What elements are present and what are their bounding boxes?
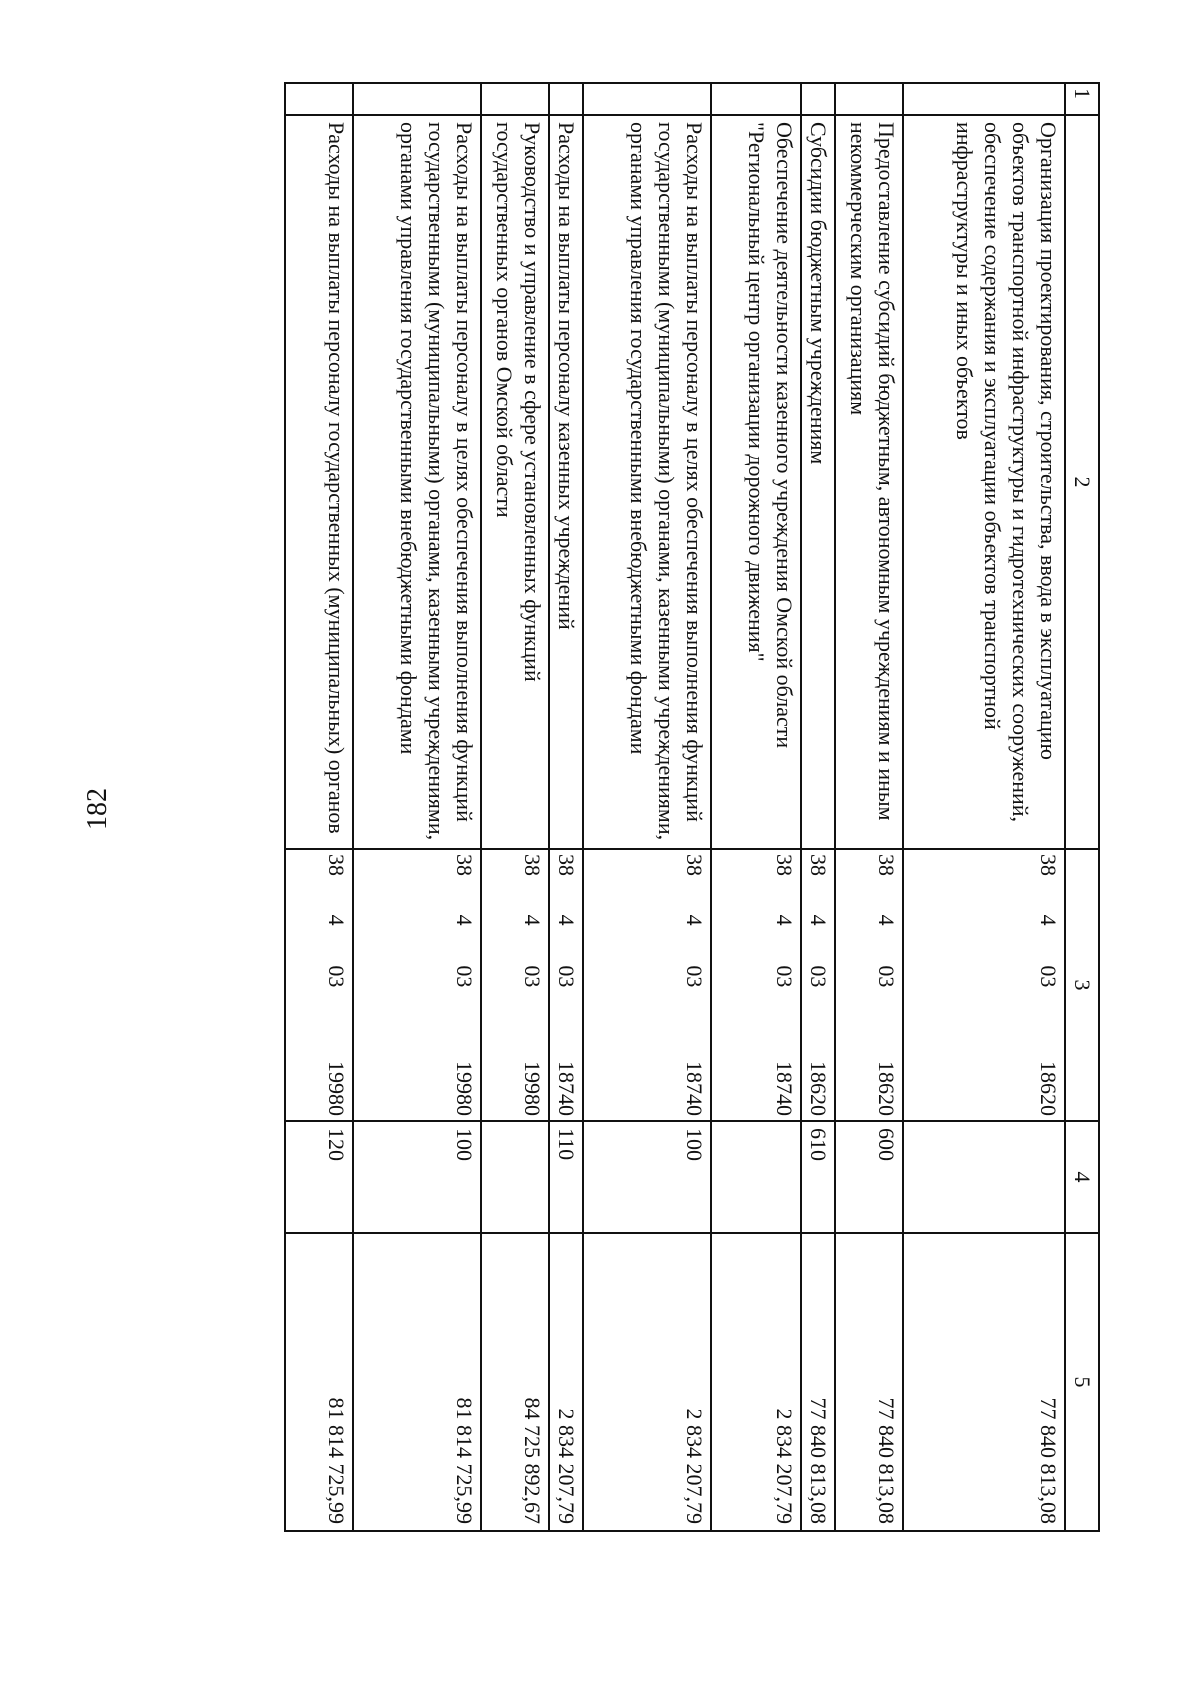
row-amount-cell: 77 840 813,08	[835, 1233, 903, 1531]
row-amount-cell: 77 840 813,08	[801, 1233, 835, 1531]
code-part: 38	[452, 854, 478, 876]
code-part: 03	[520, 965, 546, 988]
code-part: 4	[452, 914, 478, 926]
row-name-cell: Расходы на выплаты персоналу казенных учреждений	[549, 115, 583, 849]
row-name-cell: Предоставление субсидий бюджетным, автономным учреждениям и иным некоммерческим организациям	[835, 115, 903, 849]
code-part: 19980	[452, 1060, 478, 1116]
row-amount-cell: 81 814 725,99	[353, 1233, 481, 1531]
column-header-1: 1	[1065, 83, 1099, 115]
row-kind-cell	[711, 1121, 801, 1233]
row-number-cell	[353, 83, 481, 115]
row-code-cell	[903, 849, 1065, 1121]
row-amount-cell: 2 834 207,79	[583, 1233, 711, 1531]
row-code-cell	[481, 849, 549, 1121]
column-header-4: 4	[1065, 1121, 1099, 1233]
row-kind-cell: 600	[835, 1121, 903, 1233]
row-kind-cell	[903, 1121, 1065, 1233]
code-part: 03	[772, 965, 798, 988]
column-header-5: 5	[1065, 1233, 1099, 1531]
table-row	[285, 83, 353, 1531]
table-row	[801, 83, 835, 1531]
code-part: 4	[806, 914, 832, 926]
row-number-cell	[549, 83, 583, 115]
row-code-cell	[801, 849, 835, 1121]
row-kind-cell: 120	[285, 1121, 353, 1233]
code-part: 4	[874, 914, 900, 926]
code-part: 38	[772, 854, 798, 876]
row-number-cell	[835, 83, 903, 115]
row-code-cell	[835, 849, 903, 1121]
row-amount-cell: 77 840 813,08	[903, 1233, 1065, 1531]
code-part: 03	[682, 965, 708, 988]
code-part: 4	[682, 914, 708, 926]
row-name-cell: Расходы на выплаты персоналу в целях обеспечения выполнения функций государственными (муниципальными) органами, казенными учреждениями, органами управления государственными внебюджетными фондами	[353, 115, 481, 849]
code-part: 18620	[806, 1060, 832, 1116]
code-part: 03	[1036, 965, 1062, 988]
column-header-2: 2	[1065, 115, 1099, 849]
row-name-cell: Расходы на выплаты персоналу государственных (муниципальных) органов	[285, 115, 353, 849]
table-row	[903, 83, 1065, 1531]
row-name-cell: Организация проектирования, строительства, ввода в эксплуатацию объектов транспортной инфраструктуры и гидротехнических сооружений, обеспечение содержания и эксплуатации объектов транспортной инфраструктуры и иных объектов	[903, 115, 1065, 849]
code-part: 38	[874, 854, 900, 876]
table-row	[583, 83, 711, 1531]
code-part: 38	[520, 854, 546, 876]
code-part: 4	[554, 914, 580, 926]
rotated-table-container	[284, 82, 1100, 1532]
row-number-cell	[285, 83, 353, 115]
row-number-cell	[481, 83, 549, 115]
page-number: 182	[82, 788, 113, 830]
row-name-cell: Расходы на выплаты персоналу в целях обеспечения выполнения функций государственными (муниципальными) органами, казенными учреждениями, органами управления государственными внебюджетными фондами	[583, 115, 711, 849]
code-part: 03	[806, 965, 832, 988]
row-number-cell	[711, 83, 801, 115]
row-name-cell: Субсидии бюджетным учреждениям	[801, 115, 835, 849]
table-row	[549, 83, 583, 1531]
table-header-row	[1065, 83, 1099, 1531]
row-code-cell	[285, 849, 353, 1121]
row-number-cell	[801, 83, 835, 115]
code-part: 03	[324, 965, 350, 988]
code-part: 4	[520, 914, 546, 926]
code-part: 38	[554, 854, 580, 876]
row-code-cell	[353, 849, 481, 1121]
table-row	[481, 83, 549, 1531]
column-header-3: 3	[1065, 849, 1099, 1121]
row-amount-cell: 81 814 725,99	[285, 1233, 353, 1531]
code-part: 18620	[1036, 1060, 1062, 1116]
row-kind-cell: 610	[801, 1121, 835, 1233]
code-part: 03	[874, 965, 900, 988]
code-part: 4	[1036, 914, 1062, 926]
code-part: 18740	[554, 1060, 580, 1116]
row-kind-cell: 100	[583, 1121, 711, 1233]
code-part: 19980	[520, 1060, 546, 1116]
row-code-cell	[711, 849, 801, 1121]
code-part: 4	[324, 914, 350, 926]
row-code-cell	[549, 849, 583, 1121]
row-number-cell	[903, 83, 1065, 115]
code-part: 38	[1036, 854, 1062, 876]
code-part: 18620	[874, 1060, 900, 1116]
row-amount-cell: 84 725 892,67	[481, 1233, 549, 1531]
code-part: 38	[682, 854, 708, 876]
code-part: 03	[554, 965, 580, 988]
code-part: 18740	[682, 1060, 708, 1116]
row-number-cell	[583, 83, 711, 115]
row-amount-cell: 2 834 207,79	[549, 1233, 583, 1531]
row-amount-cell: 2 834 207,79	[711, 1233, 801, 1531]
row-kind-cell: 100	[353, 1121, 481, 1233]
budget-table	[284, 82, 1100, 1532]
row-code-cell	[583, 849, 711, 1121]
code-part: 4	[772, 914, 798, 926]
code-part: 19980	[324, 1060, 350, 1116]
table-row	[353, 83, 481, 1531]
row-kind-cell	[481, 1121, 549, 1233]
table-row	[711, 83, 801, 1531]
row-kind-cell: 110	[549, 1121, 583, 1233]
code-part: 38	[806, 854, 832, 876]
row-name-cell: Обеспечение деятельности казенного учреждения Омской области "Региональный центр организации дорожного движения"	[711, 115, 801, 849]
row-name-cell: Руководство и управление в сфере установленных функций государственных органов Омской области	[481, 115, 549, 849]
code-part: 18740	[772, 1060, 798, 1116]
table-row	[835, 83, 903, 1531]
code-part: 38	[324, 854, 350, 876]
code-part: 03	[452, 965, 478, 988]
